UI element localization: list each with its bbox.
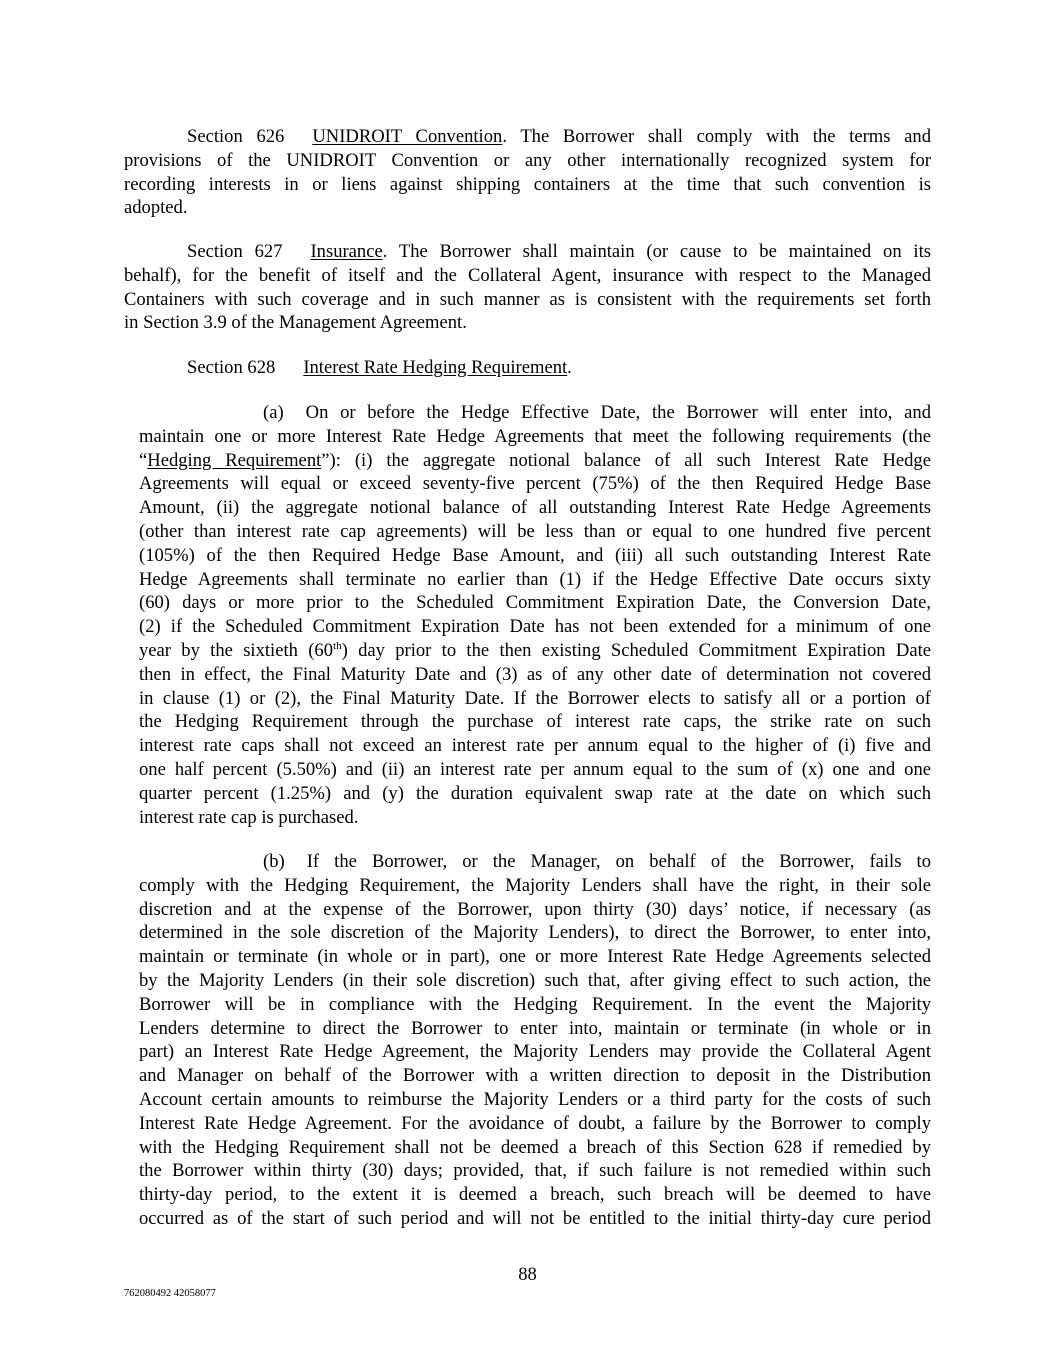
clause-a-line: the Hedging Requirement through the purchase of interest rate caps, the strike rate on such bbox=[139, 711, 931, 733]
document-id: 762080492 42058077 bbox=[124, 1288, 216, 1299]
clause-a-line: maintain one or more Interest Rate Hedge Agreements that meet the following requirements (the bbox=[139, 425, 931, 447]
clause-b-line: Lenders determine to direct the Borrower to enter into, maintain or terminate (in whole or in bbox=[139, 1017, 931, 1039]
clause-b-line: thirty-day period, to the extent it is deemed a breach, such breach will be deemed to have bbox=[139, 1184, 931, 1206]
clause-b-line: comply with the Hedging Requirement, the Majority Lenders shall have the right, in their sole bbox=[139, 874, 931, 896]
section-628-clause-b bbox=[139, 850, 931, 1231]
clause-b-line: maintain or terminate (in whole or in part), one or more Interest Rate Hedge Agreements selected bbox=[139, 946, 931, 968]
clause-a-line: Amount, (ii) the aggregate notional balance of all outstanding Interest Rate Hedge Agreements bbox=[139, 497, 931, 519]
section-626-line-3: recording interests in or liens against shipping containers at the time that such convention is bbox=[124, 173, 931, 195]
section-628-heading: Section 628 Interest Rate Hedging Requirement. bbox=[187, 357, 572, 378]
section-627-line-4: in Section 3.9 of the Management Agreement. bbox=[124, 312, 467, 334]
section-626-title: UNIDROIT Convention bbox=[312, 126, 503, 147]
clause-a-line: “Hedging Requirement”): (i) the aggregate notional balance of all such Interest Rate Hedge bbox=[139, 449, 931, 471]
clause-b-line: part) an Interest Rate Hedge Agreement, the Majority Lenders may provide the Collateral Agent bbox=[139, 1041, 931, 1063]
clause-b-line: occurred as of the start of such period and will not be entitled to the initial thirty-day cure period bbox=[139, 1207, 931, 1229]
section-627-line-1: Section 627 Insurance. The Borrower shall maintain (or cause to be maintained on its bbox=[187, 241, 932, 262]
section-626 bbox=[124, 125, 931, 220]
clause-a-line: (a) On or before the Hedge Effective Date, the Borrower will enter into, and bbox=[263, 402, 931, 423]
section-627-line-3: Containers with such coverage and in such manner as is consistent with the requirements set forth bbox=[124, 288, 931, 310]
page-number: 88 bbox=[518, 1264, 537, 1285]
hedging-requirement-term: Hedging Requirement bbox=[147, 449, 322, 471]
clause-a-line: interest rate caps shall not exceed an interest rate per annum equal to the higher of (i) five and bbox=[139, 735, 931, 757]
clause-b-line: by the Majority Lenders (in their sole discretion) such that, after giving effect to such action, the bbox=[139, 969, 931, 991]
clause-a-line: Hedge Agreements shall terminate no earlier than (1) if the Hedge Effective Date occurs sixty bbox=[139, 568, 931, 590]
clause-a-line: (105%) of the then Required Hedge Base Amount, and (iii) all such outstanding Interest Rate bbox=[139, 544, 931, 566]
clause-b-line: determined in the sole discretion of the Majority Lenders), to direct the Borrower, to enter into, bbox=[139, 922, 931, 944]
clause-a-line: interest rate cap is purchased. bbox=[139, 806, 359, 828]
clause-a-line: then in effect, the Final Maturity Date and (3) as of any other date of determination not covered bbox=[139, 663, 931, 685]
clause-a-line: in clause (1) or (2), the Final Maturity Date. If the Borrower elects to satisfy all or a portion of bbox=[139, 687, 931, 709]
section-628-title: Interest Rate Hedging Requirement bbox=[303, 357, 568, 378]
clause-a-marker: (a) bbox=[263, 402, 284, 423]
clause-a-line: (2) if the Scheduled Commitment Expiration Date has not been extended for a minimum of one bbox=[139, 616, 931, 638]
clause-a-line: one half percent (5.50%) and (ii) an interest rate per annum equal to the sum of (x) one and one bbox=[139, 758, 931, 780]
section-627-label: Section 627 bbox=[187, 241, 283, 262]
clause-a-line: quarter percent (1.25%) and (y) the duration equivalent swap rate at the date on which such bbox=[139, 782, 931, 804]
clause-b-line: Interest Rate Hedge Agreement. For the avoidance of doubt, a failure by the Borrower to comply bbox=[139, 1112, 931, 1134]
clause-b-line: Account certain amounts to reimburse the Majority Lenders or a third party for the costs of such bbox=[139, 1088, 931, 1110]
clause-a-line: (60) days or more prior to the Scheduled Commitment Expiration Date, the Conversion Date, bbox=[139, 592, 931, 614]
section-626-line-1: Section 626 UNIDROIT Convention. The Borrower shall comply with the terms and bbox=[187, 126, 932, 147]
clause-a-line: year by the sixtieth (60th) day prior to the then existing Scheduled Commitment Expiration Date bbox=[139, 639, 931, 661]
section-627-line-2: behalf), for the benefit of itself and the Collateral Agent, insurance with respect to the Managed bbox=[124, 264, 931, 286]
clause-b-line: the Borrower within thirty (30) days; provided, that, if such failure is not remedied within such bbox=[139, 1160, 931, 1182]
section-626-line-4: adopted. bbox=[124, 197, 188, 219]
clause-b-line: Borrower will be in compliance with the Hedging Requirement. In the event the Majority bbox=[139, 993, 931, 1015]
clause-a-line: (other than interest rate cap agreements) will be less than or equal to one hundred five percent bbox=[139, 520, 931, 542]
clause-b-line: (b) If the Borrower, or the Manager, on behalf of the Borrower, fails to bbox=[263, 851, 931, 872]
section-627-title: Insurance bbox=[310, 241, 383, 262]
clause-b-line: with the Hedging Requirement shall not be deemed a breach of this Section 628 if remedied by bbox=[139, 1136, 931, 1158]
clause-b-line: and Manager on behalf of the Borrower with a written direction to deposit in the Distribution bbox=[139, 1065, 931, 1087]
section-627 bbox=[124, 240, 931, 335]
clause-a-line: Agreements will equal or exceed seventy-five percent (75%) of the then Required Hedge Base bbox=[139, 473, 931, 495]
section-628-label: Section 628 bbox=[187, 357, 276, 378]
section-626-label: Section 626 bbox=[187, 126, 285, 147]
section-628-clause-a bbox=[139, 401, 931, 829]
clause-b-marker: (b) bbox=[263, 851, 285, 872]
clause-b-line: discretion and at the expense of the Borrower, upon thirty (30) days’ notice, if necessary (as bbox=[139, 898, 931, 920]
ordinal-superscript: th bbox=[333, 639, 342, 652]
section-626-line-2: provisions of the UNIDROIT Convention or any other internationally recognized system for bbox=[124, 149, 931, 171]
